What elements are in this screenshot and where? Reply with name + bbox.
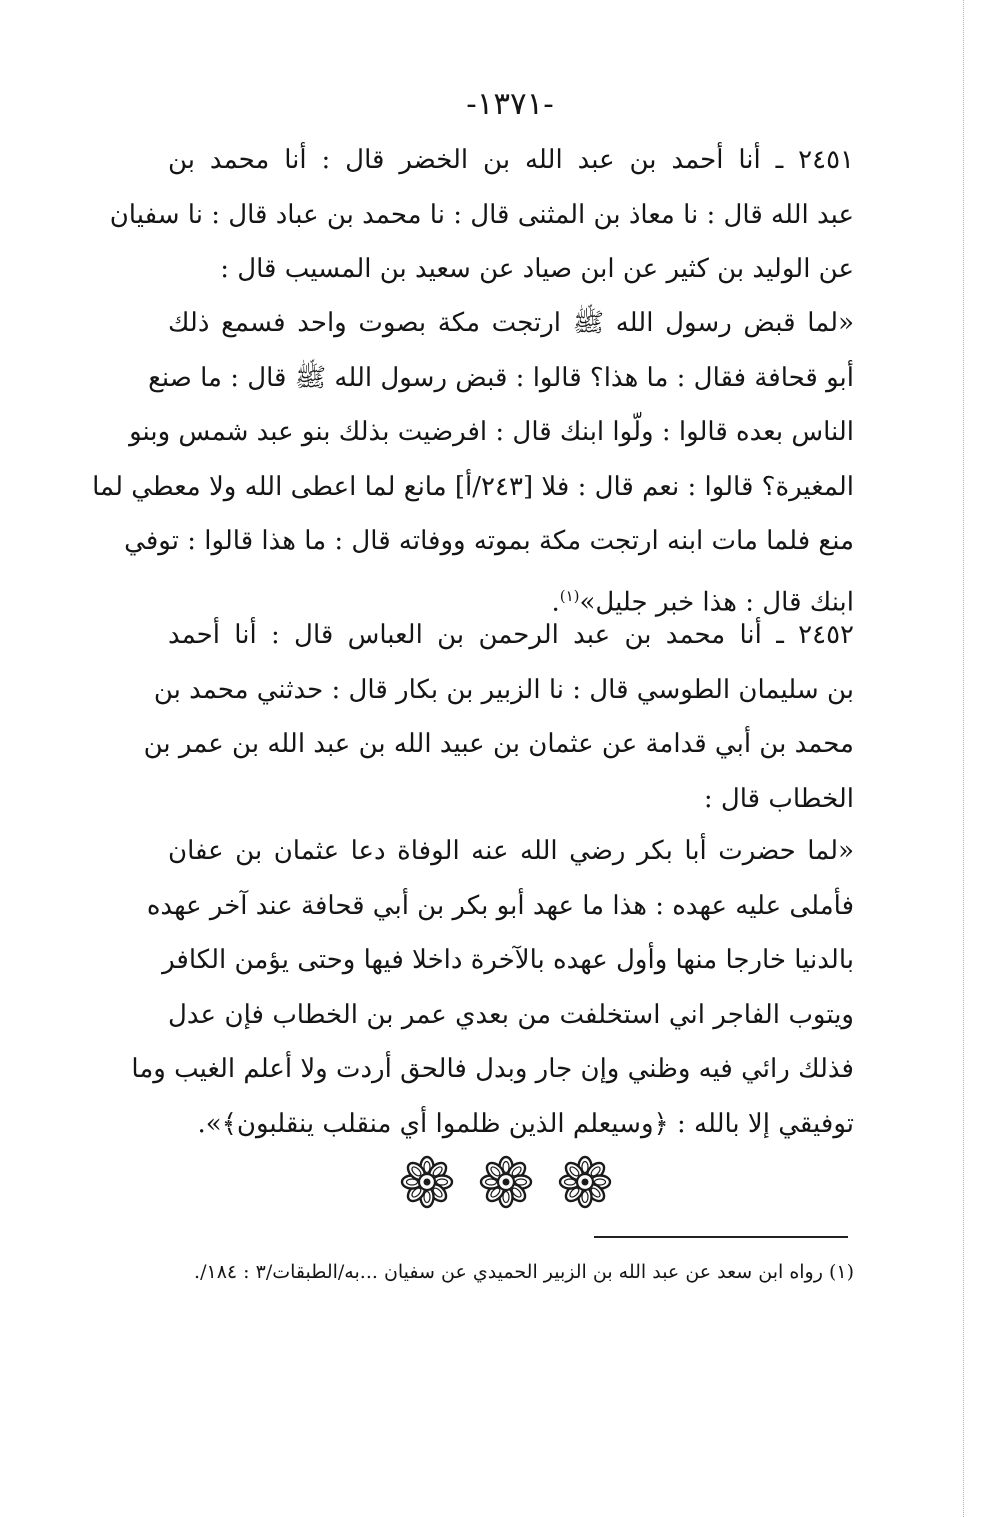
text-line: محمد بن أبي قدامة عن عثمان بن عبيد الله بن عبد الله بن عمر بن [143, 729, 854, 759]
text-line: ٢٤٥٢ ـ أنا محمد بن عبد الرحمن بن العباس قال : أنا أحمد [168, 620, 854, 650]
text-line: عبد الله قال : نا معاذ بن المثنى قال : نا محمد بن عباد قال : نا سفيان [109, 199, 854, 230]
text-line: الخطاب قال : [703, 783, 854, 814]
text-line: الناس بعده قالوا : ولّوا ابنك قال : افرضيت بذلك بنو عبد شمس وبنو [129, 417, 854, 447]
hadith-2451-isnad [109, 133, 854, 297]
footnote: (١) رواه ابن سعد عن عبد الله بن الزبير الحميدي عن سفيان ...به/الطبقات/٣ : ١٨٤/. [194, 1261, 854, 1283]
text-line: ٢٤٥١ ـ أنا أحمد بن عبد الله بن الخضر قال : أنا محمد بن [168, 145, 854, 175]
footnote-separator [594, 1236, 848, 1238]
text-line: ويتوب الفاجر اني استخلفت من بعدي عمر بن الخطاب فإن عدل [168, 999, 854, 1030]
text-line: «لما حضرت أبا بكر رضي الله عنه الوفاة دعا عثمان بن عفان [168, 836, 854, 866]
text-line: منع فلما مات ابنه ارتجت مكة بموته ووفاته قال : ما هذا قالوا : توفي [124, 526, 854, 556]
text-line: بالدنيا خارجا منها وأول عهده بالآخرة داخلا فيها وحتى يؤمن الكافر [162, 945, 854, 975]
text-line: فأملى عليه عهده : هذا ما عهد أبو بكر بن أبي قحافة عند آخر عهده [146, 890, 854, 921]
text-line: توفيقي إلا بالله : ﴿وسيعلم الذين ظلموا أي منقلب ينقلبون﴾». [197, 1108, 854, 1139]
hadith-2451-matn [92, 296, 854, 623]
text-line: «لما قبض رسول الله ﷺ ارتجت مكة بصوت واحد فسمع ذلك [168, 308, 854, 338]
hadith-2452-isnad [143, 608, 854, 826]
sentence-end: . [551, 587, 560, 618]
flower-ornament-icon [395, 1152, 615, 1212]
text-line: أبو قحافة فقال : ما هذا؟ قالوا : قبض رسول الله ﷺ قال : ما صنع [148, 362, 854, 393]
page-number: -١٣٧١- [466, 86, 554, 122]
text-line: المغيرة؟ قالوا : نعم قال : فلا [٢٤٣/أ] مانع لما اعطى الله ولا معطي لما [92, 471, 854, 502]
hadith-2452-matn [131, 824, 854, 1151]
page-edge-line [963, 0, 964, 1517]
text-line: فذلك رائي فيه وظني وإن جار وبدل فالحق أردت ولا أعلم الغيب وما [131, 1054, 854, 1084]
text-line: بن سليمان الطوسي قال : نا الزبير بن بكار قال : حدثني محمد بن [153, 674, 854, 705]
footnote-reference: (١) [559, 586, 580, 605]
text-line-content: ابنك قال : هذا خبر جليل» [579, 587, 854, 618]
text-line: عن الوليد بن كثير عن ابن صياد عن سعيد بن المسيب قال : [220, 254, 854, 284]
